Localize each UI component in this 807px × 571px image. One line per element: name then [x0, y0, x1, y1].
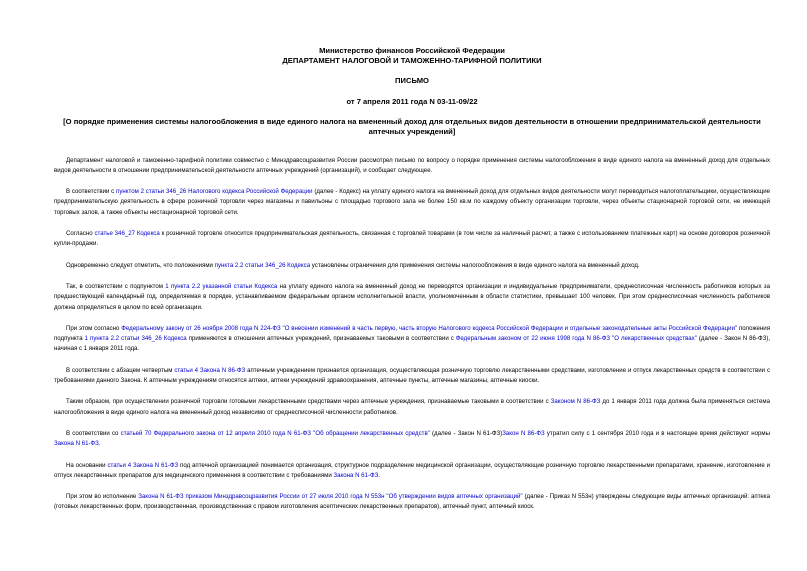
paragraph-text: положения подпункта [54, 324, 770, 343]
law-reference-link[interactable]: Закона N 61-ФЗ приказом Минздравсоцразвития России от 27 июля 2010 года N 553н "Об утверждении видов аптечных организаций" [138, 493, 523, 501]
paragraph-text: . [98, 440, 101, 448]
body-paragraph [54, 156, 770, 177]
document-title: [О порядке применения системы налогообложения в виде единого налога на вмененный доход для отдельных видов деятельности в отношении предпринимательской деятельности аптечных учреждений] [63, 117, 761, 136]
paragraph-text: В соответствии со [66, 429, 121, 437]
paragraph-text: установлены ограничения для применения системы налогообложения в виде единого налога на вмененный доход. [310, 261, 640, 269]
law-reference-link[interactable]: 1 пункта 2.2 указанной статьи Кодекса [165, 282, 278, 290]
paragraph-text: аптечным учреждением признается организация, осуществляющая розничную торговлю лекарственными средствами, изготовление и отпуск лекарственных средств в соответствии с требованиями данного Закона. К аптечным учреждениям относятся аптеки, аптеки учреждений здравоохранения, аптечные пункты, аптечные магазины, аптечные киоски. [54, 366, 770, 385]
paragraph-text: В соответствии с [66, 188, 117, 196]
law-reference-link[interactable]: статье 346_27 Кодекса [94, 230, 160, 238]
law-reference-link[interactable]: статьи 4 Закона N 86-ФЗ [174, 366, 246, 374]
body-paragraph [54, 229, 770, 250]
document [54, 46, 770, 524]
body-paragraph [54, 461, 770, 482]
body-paragraph [54, 187, 770, 218]
paragraph-text: Одновременно следует отметить, что положениями [66, 261, 215, 269]
paragraph-text: При этом во исполнение [66, 493, 139, 501]
law-reference-link[interactable]: Закон N 86-ФЗ [502, 429, 545, 437]
body-paragraph [54, 429, 770, 450]
paragraph-text: Таким образом, при осуществлении розничной торговли готовыми лекарственными средствами через аптечные учреждения, признаваемые таковыми в соответствии с [66, 398, 551, 406]
body-paragraph [54, 261, 770, 271]
paragraph-text: (далее - Кодекс) на уплату единого налога на вмененный доход для отдельных видов деятельности могут переводиться налогоплательщики, осуществляющие предпринимательскую деятельность в сфере розничной торговли через магазины и павильоны с площадью торгового зала не более 150 кв.м по каждому объекту организации торговли, через объекты стационарной торговой сети, не имеющей торговых залов, а также объекты нестационарной торговой сети. [54, 188, 770, 216]
paragraph-text: Согласно [66, 230, 95, 238]
paragraph-text: В соответствии с абзацем четвертым [66, 366, 175, 374]
body-paragraph [54, 282, 770, 313]
law-reference-link[interactable]: Закона N 61-ФЗ [54, 440, 99, 448]
body-paragraph [54, 366, 770, 387]
body-paragraph [54, 397, 770, 418]
law-reference-link[interactable]: статьей 70 Федерального закона от 12 апреля 2010 года N 61-ФЗ "Об обращении лекарственных средств" [120, 429, 430, 437]
law-reference-link[interactable]: Законом N 86-ФЗ [550, 398, 601, 406]
document-type: ПИСЬМО [395, 76, 429, 86]
paragraph-text: под аптечной организацией понимается организация, структурное подразделение медицинской организации, осуществляющие розничную торговлю лекарственными препаратами, хранение, изготовление и отпуск лекарственных препаратов для медицинского применения в соответствии с требованиями [54, 461, 770, 479]
law-reference-link[interactable]: Закона N 61-ФЗ [333, 471, 379, 479]
document-date: от 7 апреля 2011 года N 03-11-09/22 [346, 96, 478, 106]
law-reference-link[interactable]: Федеральному закону от 26 ноября 2008 года N 224-ФЗ "О внесении изменений в часть первую, часть вторую Налогового кодекса Российской Федерации и отдельные законодательные акты Российской Федерации" [121, 324, 738, 332]
paragraph-text: (далее - Закон N 86-ФЗ), начиная с 1 января 2011 года. [54, 335, 770, 353]
department-name: ДЕПАРТАМЕНТ НАЛОГОВОЙ И ТАМОЖЕННО-ТАРИФНОЙ ПОЛИТИКИ [282, 55, 542, 65]
paragraph-text: . [378, 471, 380, 479]
paragraph-text: (далее - Приказ N 553н) утверждены следующие виды аптечных организаций: аптека (готовых лекарственных форм, производственная, производственная с правом изготовления асептических лекарственных препаратов), аптечный пункт, аптечный киоск. [54, 493, 770, 511]
paragraph-text: На основании [66, 461, 108, 469]
paragraph-text: на уплату единого налога на вмененный доход не переводятся организации и индивидуальные предприниматели, среднесписочная численность работников которых за предшествующий календарный год, определяемая в порядке, устанавливаемом федеральным органом исполнительной власти, уполномоченным в области статистики, превышает 100 человек. При этом среднесписочная численность работников должна определяться в целом по всей организации. [54, 282, 770, 311]
paragraph-text: до 1 января 2011 года должна была применяться система налогообложения в виде единого налога на вмененный доход независимо от среднесписочной численности работников. [54, 398, 770, 416]
law-reference-link[interactable]: 1 пункта 2.2 статьи 346_26 Кодекса [84, 335, 187, 343]
ministry-name: Министерство финансов Российской Федерации [319, 46, 505, 55]
paragraph-text: применяются в отношении аптечных учреждений, признаваемых таковыми в соответствии с [186, 335, 456, 343]
law-reference-link[interactable]: пункта 2.2 статьи 346_26 Кодекса [214, 261, 311, 269]
body-paragraph [54, 492, 770, 513]
paragraph-text: к розничной торговле относится предпринимательская деятельность, связанная с торговлей товарами (в том числе за наличный расчет, а также с использованием платежных карт) на основе договоров розничной купли-продажи. [54, 230, 770, 248]
body-paragraph [54, 324, 770, 355]
paragraph-text: Департамент налоговой и таможенно-тарифной политики совместно с Минздравсоцразвития России рассмотрел письмо по вопросу о порядке применения системы налогообложения в виде единого налога на вмененный доход для отдельных видов деятельности в отношении предпринимательской деятельности аптечных учреждений (организаций), и сообщает следующее. [54, 156, 770, 174]
law-reference-link[interactable]: статьи 4 Закона N 61-ФЗ [107, 461, 179, 469]
paragraph-text: утратил силу с 1 сентября 2010 года и в настоящее время действуют нормы [544, 429, 770, 437]
law-reference-link[interactable]: Федеральным законом от 22 июня 1998 года N 86-ФЗ "О лекарственных средствах" [455, 335, 697, 343]
document-body [54, 156, 770, 513]
paragraph-text: При этом согласно [66, 324, 122, 332]
paragraph-text: Так, в соответствии с подпунктом [66, 282, 166, 290]
law-reference-link[interactable]: пунктом 2 статьи 346_26 Налогового кодекса Российской Федерации [116, 188, 313, 196]
paragraph-text: (далее - Закон N 61-ФЗ) [429, 429, 503, 437]
